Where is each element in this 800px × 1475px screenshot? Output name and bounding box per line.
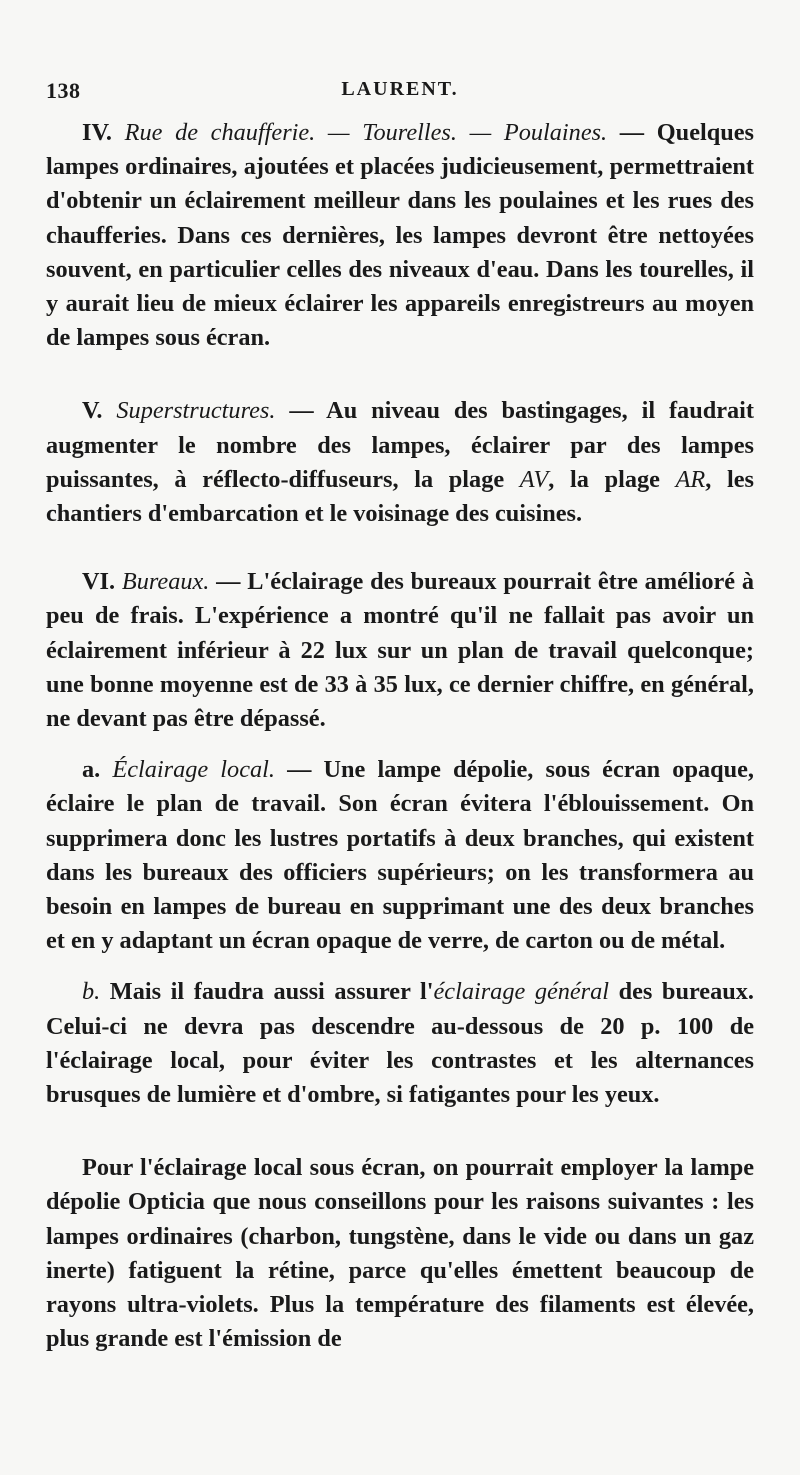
section-v-paragraph xyxy=(46,394,754,531)
section-v-title: Superstructures. xyxy=(116,397,276,425)
plage-ar: AR xyxy=(675,465,706,493)
subsection-b-text-2: des bureaux. Celui-ci ne devra pas descendre au-dessous de 20 p. 100 de l'éclairage local, pour éviter les contrastes et les alternances brusques de lumière et d'ombre, si fatigantes pour les yeux. xyxy=(46,978,754,1109)
subsection-a-text: — Une lampe dépolie, sous écran opaque, éclaire le plan de travail. Son écran évitera l'éblouissement. On supprimera donc les lustres portatifs à deux branches, qui existent dans les bureaux des officiers supérieurs; on les transformera au besoin en lampes de bureau en supprimant une des deux branches et en y adaptant un écran opaque de verre, de carton ou de métal. xyxy=(46,756,754,955)
section-iv-paragraph xyxy=(46,116,754,355)
running-head: LAURENT. xyxy=(341,78,459,100)
section-vi-label: VI. xyxy=(82,568,116,596)
section-v-text-3: , les chantiers d'embarcation et le voisinage des cuisines. xyxy=(46,465,755,528)
subsection-b-emphasis: éclairage général xyxy=(433,978,610,1006)
subsection-b-label: b. xyxy=(82,978,101,1006)
subsection-a-paragraph xyxy=(46,753,754,958)
section-iv-title: Rue de chaufferie. — Tourelles. — Poulaines. xyxy=(124,119,608,146)
subsection-a-label: a. xyxy=(82,756,101,784)
plage-av: AV xyxy=(519,465,549,493)
section-vi-text: — L'éclairage des bureaux pourrait être amélioré à peu de frais. L'expérience a montré qu'il ne fallait pas avoir un éclairement inférieur à 22 lux sur un plan de travail quelconque; une bonne moyenne est de 33 à 35 lux, ce dernier chiffre, en général, ne devant pas être dépassé. xyxy=(46,568,755,733)
subsection-b-text-1: Mais il faudra aussi assurer l' xyxy=(100,978,434,1006)
section-v-text-1: — Au niveau des bastingages, il faudrait augmenter le nombre des lampes, éclairer par des lampes puissantes, à réflecto-diffuseurs, la plage xyxy=(46,397,754,493)
subsection-a-title: Éclairage local. xyxy=(112,756,275,784)
final-paragraph: Pour l'éclairage local sous écran, on pourrait employer la lampe dépolie Opticia que nous conseillons pour les raisons suivantes : les lampes ordinaires (charbon, tungstène, dans le vide ou dans un gaz inerte) fatiguent la rétine, parce qu'elles émettent beaucoup de rayons ultra-violets. Plus la température des filaments est élevée, plus grande est l'émission de xyxy=(46,1154,754,1353)
section-v-text-2: , la plage xyxy=(548,465,676,493)
subsection-b-paragraph xyxy=(46,975,754,1112)
page-header xyxy=(46,70,754,110)
section-vi-paragraph xyxy=(46,565,754,736)
section-vi-title: Bureaux. xyxy=(121,568,210,596)
section-v-label: V. xyxy=(82,397,103,425)
section-iv-label: IV. xyxy=(82,119,112,146)
page-number: 138 xyxy=(46,78,81,103)
section-iv-text: — Quelques lampes ordinaires, ajoutées et placées judicieusement, permettraient d'obtenir un éclairement meilleur dans les poulaines et les rues des chaufferies. Dans ces dernières, les lampes devront être nettoyées souvent, en particulier celles des niveaux d'eau. Dans les tourelles, il y aurait lieu de mieux éclairer les appareils enregistreurs au moyen de lampes sous écran. xyxy=(46,119,754,352)
